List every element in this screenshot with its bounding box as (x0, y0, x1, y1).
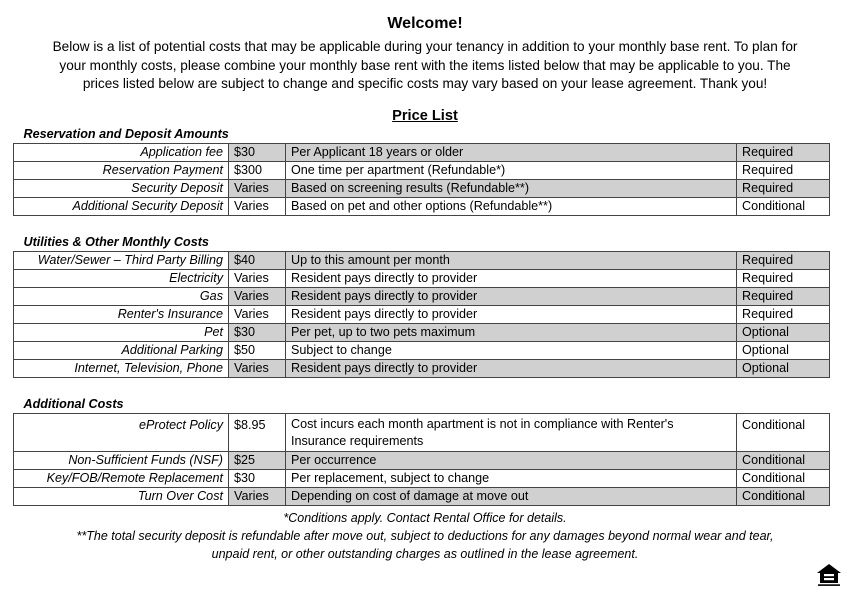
item-description: Per replacement, subject to change (286, 470, 737, 488)
table-row (14, 342, 830, 360)
item-name: Gas (14, 288, 229, 306)
item-cost: $8.95 (229, 414, 286, 452)
item-name: Additional Security Deposit (14, 198, 229, 216)
price-table (13, 126, 830, 506)
item-requirement: Conditional (737, 198, 830, 216)
item-description: Depending on cost of damage at move out (286, 488, 737, 506)
table-row (14, 360, 830, 378)
table-row (14, 470, 830, 488)
table-row (14, 252, 830, 270)
item-name: Non-Sufficient Funds (NSF) (14, 452, 229, 470)
item-requirement: Optional (737, 342, 830, 360)
item-requirement: Required (737, 270, 830, 288)
price-list-heading: Price List (392, 108, 458, 124)
footnote: *Conditions apply. Contact Rental Office for details. (283, 511, 567, 525)
item-name: Key/FOB/Remote Replacement (14, 470, 229, 488)
item-cost: Varies (229, 198, 286, 216)
item-cost: Varies (229, 360, 286, 378)
item-cost: Varies (229, 270, 286, 288)
item-requirement: Conditional (737, 488, 830, 506)
section-spacer (14, 216, 830, 235)
section-heading-row (14, 234, 830, 252)
table-row (14, 180, 830, 198)
item-description: Cost incurs each month apartment is not in compliance with Renter's Insurance requirements (286, 414, 737, 452)
footnote: **The total security deposit is refundable after move out, subject to deductions for any damages beyond normal wear and tear, (76, 529, 774, 543)
table-row (14, 306, 830, 324)
item-name: Reservation Payment (14, 162, 229, 180)
intro-line: your monthly costs, please combine your monthly base rent with the items listed below that may be applicable to you. The (59, 57, 791, 73)
item-description: Resident pays directly to provider (286, 360, 737, 378)
item-requirement: Required (737, 306, 830, 324)
item-name: Internet, Television, Phone (14, 360, 229, 378)
item-description: Per pet, up to two pets maximum (286, 324, 737, 342)
table-row (14, 198, 830, 216)
item-name: eProtect Policy (14, 414, 229, 452)
intro-line: prices listed below are subject to change and specific costs may vary based on your lease agreement. Thank you! (82, 76, 768, 91)
item-requirement: Required (737, 180, 830, 198)
section-heading: Reservation and Deposit Amounts (14, 126, 830, 144)
page-title: Welcome! (387, 15, 463, 32)
table-row (14, 452, 830, 470)
item-name: Turn Over Cost (14, 488, 229, 506)
item-name: Additional Parking (14, 342, 229, 360)
item-description: Based on pet and other options (Refundable**) (286, 198, 737, 216)
footnotes (0, 509, 850, 563)
item-cost: Varies (229, 306, 286, 324)
item-cost: $30 (229, 324, 286, 342)
table-row (14, 144, 830, 162)
item-cost: $40 (229, 252, 286, 270)
item-description: Resident pays directly to provider (286, 270, 737, 288)
item-description: One time per apartment (Refundable*) (286, 162, 737, 180)
table-row (14, 162, 830, 180)
item-description: Per Applicant 18 years or older (286, 144, 737, 162)
section-spacer (14, 378, 830, 397)
item-cost: $30 (229, 470, 286, 488)
item-cost: $300 (229, 162, 286, 180)
footnote: unpaid rent, or other outstanding charges as outlined in the lease agreement. (211, 547, 639, 561)
item-cost: $25 (229, 452, 286, 470)
item-requirement: Conditional (737, 470, 830, 488)
item-requirement: Required (737, 252, 830, 270)
item-name: Water/Sewer – Third Party Billing (14, 252, 229, 270)
item-name: Pet (14, 324, 229, 342)
item-requirement: Conditional (737, 452, 830, 470)
item-cost: Varies (229, 180, 286, 198)
item-name: Application fee (14, 144, 229, 162)
item-description: Per occurrence (286, 452, 737, 470)
item-description: Subject to change (286, 342, 737, 360)
equal-housing-opportunity-icon (816, 562, 842, 588)
intro-paragraph (0, 38, 850, 94)
item-cost: $50 (229, 342, 286, 360)
item-requirement: Required (737, 288, 830, 306)
item-requirement: Required (737, 162, 830, 180)
item-name: Security Deposit (14, 180, 229, 198)
table-row (14, 488, 830, 506)
section-heading-row (14, 126, 830, 144)
intro-line: Below is a list of potential costs that may be applicable during your tenancy in addition to your monthly base rent. To plan for (52, 39, 798, 54)
item-description: Up to this amount per month (286, 252, 737, 270)
item-requirement: Required (737, 144, 830, 162)
section-heading-row (14, 396, 830, 414)
table-row (14, 288, 830, 306)
item-cost: $30 (229, 144, 286, 162)
table-row (14, 324, 830, 342)
item-requirement: Conditional (737, 414, 830, 452)
section-heading: Additional Costs (14, 396, 830, 414)
item-requirement: Optional (737, 360, 830, 378)
item-cost: Varies (229, 288, 286, 306)
section-heading: Utilities & Other Monthly Costs (14, 234, 830, 252)
item-description: Based on screening results (Refundable**) (286, 180, 737, 198)
item-description: Resident pays directly to provider (286, 288, 737, 306)
item-description: Resident pays directly to provider (286, 306, 737, 324)
item-name: Electricity (14, 270, 229, 288)
item-requirement: Optional (737, 324, 830, 342)
table-row (14, 414, 830, 452)
table-row (14, 270, 830, 288)
item-cost: Varies (229, 488, 286, 506)
item-name: Renter's Insurance (14, 306, 229, 324)
